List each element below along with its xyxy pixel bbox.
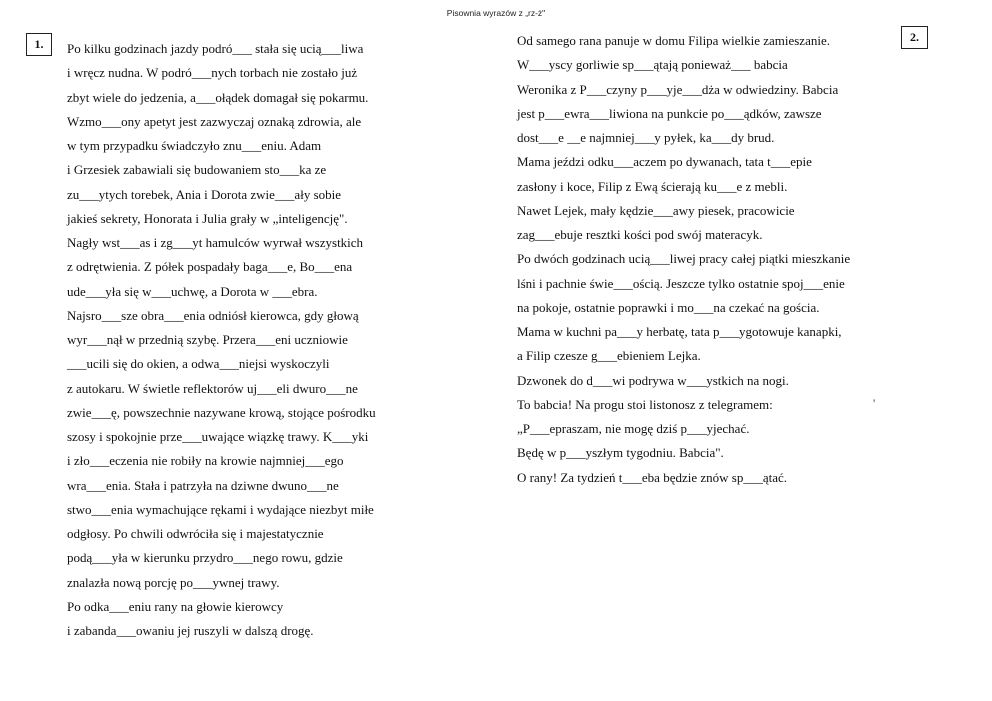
- text-line: zu___ytych torebek, Ania i Dorota zwie___ały sobie: [67, 186, 342, 202]
- text-line: zbyt wiele do jedzenia, a___ołądek domagał się pokarmu.: [67, 89, 369, 105]
- text-line: Nawet Lejek, mały kędzie___awy piesek, pracowicie: [517, 202, 795, 218]
- text-line: zasłony i koce, Filip z Ewą ścierają ku___e z mebli.: [517, 178, 788, 194]
- text-line: i zło___eczenia nie robiły na krowie najmniej___ego: [67, 453, 344, 469]
- text-line: i wręcz nudna. W podró___nych torbach nie zostało już: [67, 65, 358, 81]
- text-line: wra___enia. Stała i patrzyła na dziwne dwuno___ne: [67, 477, 339, 493]
- text-line: Po kilku godzinach jazdy podró___ stała się ucią___liwa: [67, 41, 364, 56]
- text-line: a Filip czesze g___ebieniem Lejka.: [517, 348, 701, 364]
- text-line: Nagły wst___as i zg___yt hamulców wyrwał wszystkich: [67, 235, 364, 250]
- text-line: na pokoje, ostatnie poprawki i mo___na czekać na gościa.: [517, 299, 820, 315]
- text-line: Weronika z P___czyny p___yje___dża w odwiedziny. Babcia: [517, 81, 839, 97]
- text-line: Mama jeździ odku___aczem po dywanach, tata t___epie: [517, 154, 812, 170]
- text-line: To babcia! Na progu stoi listonosz z telegramem:: [517, 396, 773, 412]
- text-line: Dzwonek do d___wi podrywa w___ystkich na nogi.: [517, 372, 789, 388]
- text-line: w tym przypadku świadczyło znu___eniu. Adam: [67, 138, 322, 153]
- text-line: zwie___ę, powszechnie nazywane krową, stojące pośrodku: [67, 404, 376, 420]
- text-line: O rany! Za tydzień t___eba będzie znów sp___ątać.: [517, 469, 788, 485]
- text-line: stwo___enia wymachujące rękami i wydające niezbyt miłe: [67, 501, 374, 517]
- text-line: ___ucili się do okien, a odwa___niejsi wyskoczyli: [67, 356, 330, 372]
- text-line: lśni i pachnie świe___ością. Jeszcze tylko ostatnie spoj___enie: [517, 275, 845, 291]
- text-line: odgłosy. Po chwili odwróciła się i majestatycznie: [67, 526, 324, 541]
- text-line: i zabanda___owaniu jej ruszyli w dalszą drogę.: [67, 623, 314, 638]
- exercise-2-text: [517, 29, 892, 490]
- text-line: wyr___nął w przednią szybę. Przera___eni uczniowie: [67, 332, 348, 347]
- page-title: Pisownia wyrazów z „rz-ż": [446, 8, 546, 18]
- text-line: i Grzesiek zabawiali się budowaniem sto___ka ze: [67, 162, 327, 178]
- text-line: jakieś sekrety, Honorata i Julia grały w „inteligencję".: [67, 210, 348, 226]
- text-line: Po odka___eniu rany na głowie kierowcy: [67, 598, 284, 614]
- text-line: Będę w p___yszłym tygodniu. Babcia".: [517, 445, 724, 461]
- text-line: zag___ebuje resztki kości pod swój materacyk.: [517, 227, 763, 242]
- text-line: Po dwóch godzinach ucią___liwej pracy całej piątki mieszkanie: [517, 251, 851, 267]
- text-line: W___yscy gorliwie sp___ątają ponieważ___ babcia: [517, 57, 788, 73]
- exercise-2-number: 2.: [901, 26, 928, 49]
- text-line: znalazła nową porcję po___ywnej trawy.: [67, 574, 280, 590]
- text-line: „P___epraszam, nie mogę dziś p___yjechać.: [517, 421, 750, 436]
- exercise-1-number: 1.: [26, 33, 52, 56]
- text-line: jest p___ewra___liwiona na punkcie po___ądków, zawsze: [517, 105, 822, 121]
- text-line: Mama w kuchni pa___y herbatę, tata p___ygotowuje kanapki,: [517, 324, 842, 339]
- text-line: dost___e __e najmniej___y pyłek, ka___dy brud.: [517, 130, 775, 145]
- text-line: Wzmo___ony apetyt jest zazwyczaj oznaką zdrowia, ale: [67, 113, 362, 129]
- text-line: podą___yła w kierunku przydro___nego rowu, gdzie: [67, 550, 343, 566]
- exercise-1-text: [67, 37, 417, 643]
- stray-apostrophe-mark: ': [873, 396, 876, 410]
- text-line: Od samego rana panuje w domu Filipa wielkie zamieszanie.: [517, 33, 830, 48]
- text-line: szosy i spokojnie prze___uwające wiązkę trawy. K___yki: [67, 429, 369, 444]
- text-line: Najsro___sze obra___enia odniósł kierowca, gdy głową: [67, 307, 359, 323]
- text-line: ude___yła się w___uchwę, a Dorota w ___ebra.: [67, 283, 318, 299]
- text-line: z odrętwienia. Z półek pospadały baga___e, Bo___ena: [67, 259, 353, 275]
- text-line: z autokaru. W świetle reflektorów uj___eli dwuro___ne: [67, 380, 358, 396]
